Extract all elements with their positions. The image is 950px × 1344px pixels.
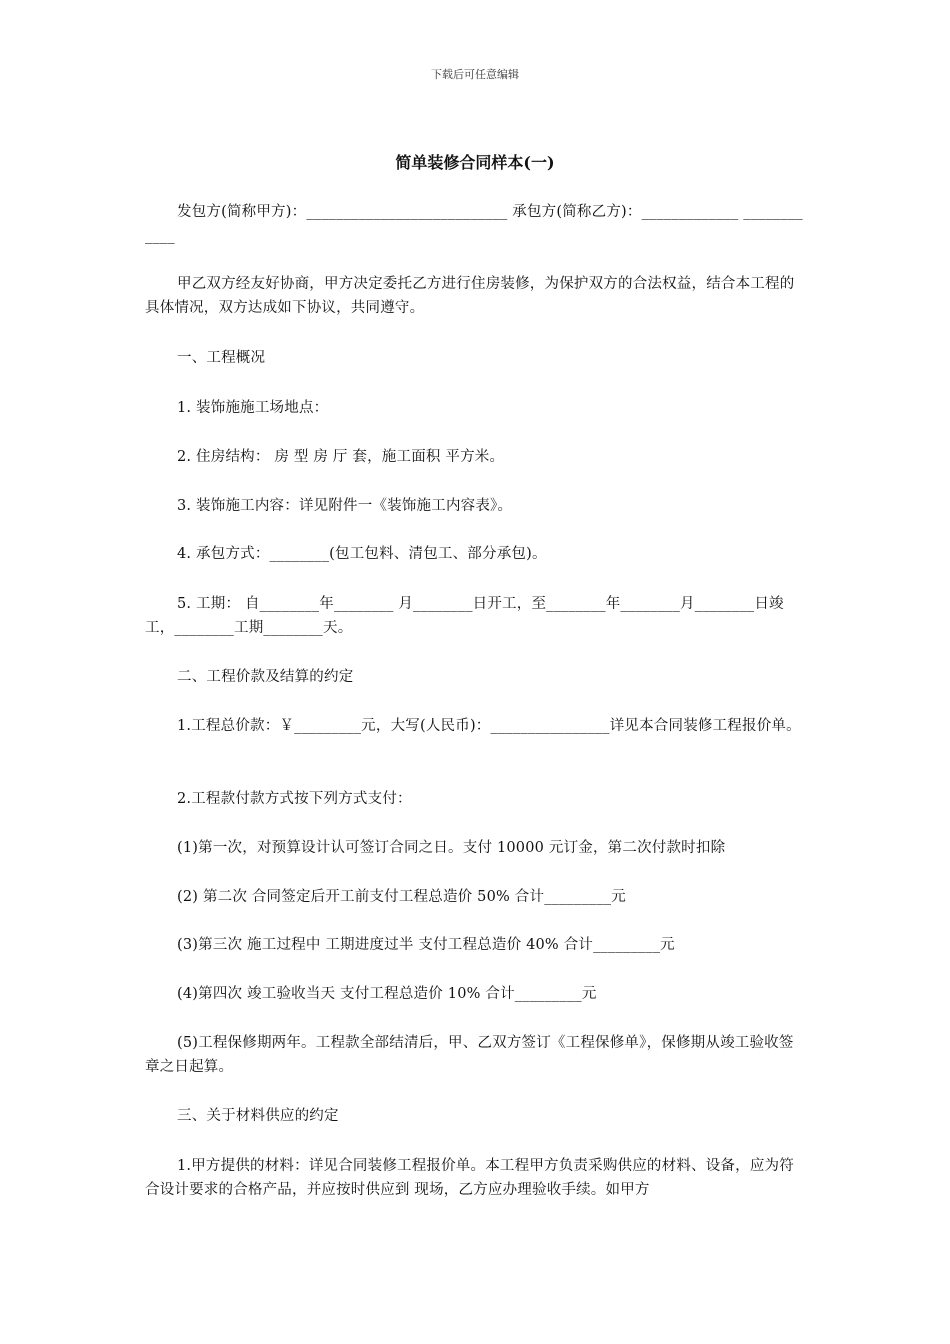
clause-2-1: 1.工程总价款：￥_________元，大写(人民币)：________________详见本合同装修工程报价单。 — [177, 718, 801, 734]
clause-1-3: 3. 装饰施工内容：详见附件一《装饰施工内容表》。 — [177, 498, 513, 514]
section-heading-3: 三、关于材料供应的约定 — [177, 1108, 339, 1124]
payment-item-1: (1)第一次，对预算设计认可签订合同之日。支付 10000 元订金，第二次付款时扣除 — [177, 840, 726, 856]
payment-item-2: (2) 第二次 合同签定后开工前支付工程总造价 50% 合计_________元 — [177, 889, 626, 905]
section-heading-1: 一、工程概况 — [177, 350, 266, 366]
document-title: 简单装修合同样本(一) — [395, 153, 555, 172]
clause-1-4: 4. 承包方式：________(包工包料、清包工、部分承包)。 — [177, 546, 547, 562]
clause-1-5: 5. 工期： 自________年________ 月________日开工，至________年________月________日竣工，________工期________天。 — [145, 596, 784, 636]
payment-item-5: (5)工程保修期两年。工程款全部结清后，甲、乙双方签订《工程保修单》，保修期从竣工验收签章之日起算。 — [145, 1035, 794, 1075]
clause-1-2: 2. 住房结构： 房 型 房 厅 套，施工面积 平方米。 — [177, 449, 505, 465]
document-body — [145, 0, 807, 1344]
parties-line: 发包方(简称甲方)：___________________________ 承包方(简称乙方)：_____________ ____________ — [145, 204, 803, 244]
section-heading-2: 二、工程价款及结算的约定 — [177, 669, 354, 685]
payment-item-4: (4)第四次 竣工验收当天 支付工程总造价 10% 合计_________元 — [177, 986, 597, 1002]
clause-3-1: 1.甲方提供的材料：详见合同装修工程报价单。本工程甲方负责采购供应的材料、设备，应为符合设计要求的合格产品，并应按时供应到 现场，乙方应办理验收手续。如甲方 — [145, 1158, 794, 1198]
header-note: 下载后可任意编辑 — [431, 68, 519, 81]
clause-2-2: 2.工程款付款方式按下列方式支付： — [177, 791, 412, 807]
clause-1-1: 1. 装饰施施工场地点： — [177, 400, 329, 416]
payment-item-3: (3)第三次 施工过程中 工期进度过半 支付工程总造价 40% 合计_________元 — [177, 937, 675, 953]
preamble-paragraph: 甲乙双方经友好协商，甲方决定委托乙方进行住房装修，为保护双方的合法权益，结合本工程的具体情况，双方达成如下协议，共同遵守。 — [145, 276, 795, 316]
